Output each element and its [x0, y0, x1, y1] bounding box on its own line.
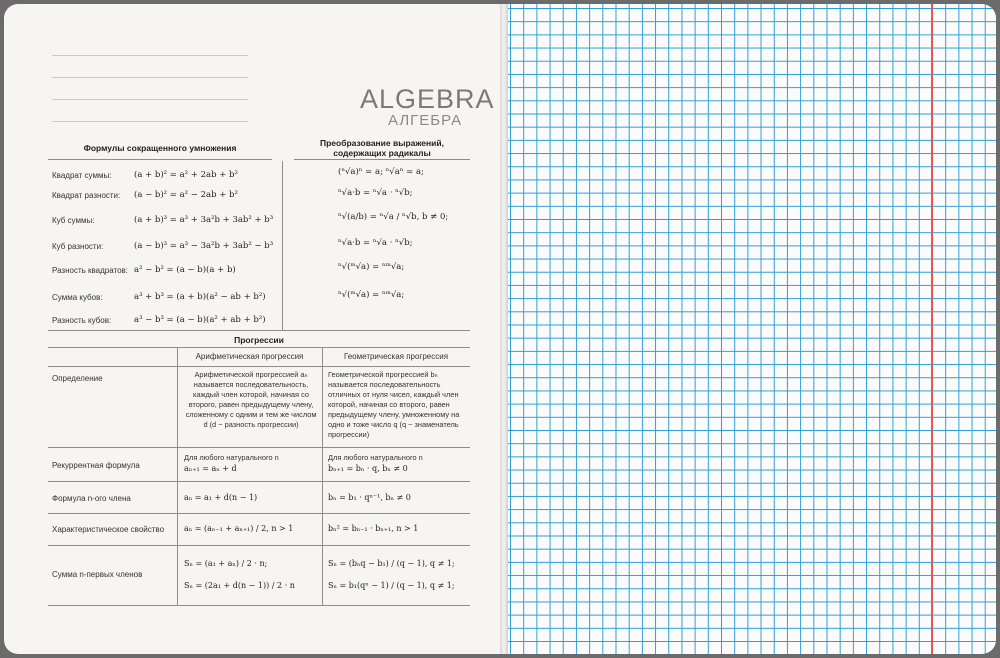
- radical-rule: ⁿ√a·b = ⁿ√a · ⁿ√b;: [338, 238, 413, 248]
- definition-arith: Арифметической прогрессией aₙ называется последовательность, каждый член которой, начиная со второго, равен предыдущему члену, сложенному с одним и тем же числом d (d − разность прогрессии): [185, 370, 317, 429]
- radical-rule: (ⁿ√a)ⁿ = a; ⁿ√aⁿ = a;: [338, 167, 424, 177]
- recurrent-geom-note: Для любого натурального n: [328, 453, 423, 462]
- recurrent-arith-formula: aₙ₊₁ = aₙ + d: [184, 464, 237, 473]
- divider: [282, 161, 283, 331]
- divider: [48, 159, 272, 160]
- table-border: [48, 545, 470, 546]
- property-arith: aₙ = (aₙ₋₁ + aₙ₊₁) / 2, n > 1: [184, 524, 294, 533]
- sum-arith-2: Sₙ = (2a₁ + d(n − 1)) / 2 · n: [184, 581, 295, 590]
- formula-label: Куб суммы:: [52, 216, 95, 225]
- column-header-arith: Арифметическая прогрессия: [195, 352, 304, 361]
- row-label: Рекуррентная формула: [52, 461, 140, 470]
- formula: (a + b)³ = a³ + 3a²b + 3ab² + b³: [134, 215, 274, 225]
- formula: (a − b)³ = a³ − 3a²b + 3ab² − b³: [134, 241, 274, 251]
- writing-line: [52, 121, 248, 122]
- formula-label: Квадрат разности:: [52, 191, 121, 200]
- table-border: [48, 481, 470, 482]
- formula-label: Куб разности:: [52, 242, 104, 251]
- radicals-heading-line2: содержащих радикалы: [333, 148, 431, 158]
- property-geom: bₙ² = bₙ₋₁ · bₙ₊₁, n > 1: [328, 524, 419, 533]
- margin-line: [931, 4, 933, 654]
- sum-geom-2: Sₙ = b₁(qⁿ − 1) / (q − 1), q ≠ 1;: [328, 581, 455, 590]
- table-border: [177, 347, 178, 605]
- page-subtitle: АЛГЕБРА: [388, 112, 463, 129]
- formula: (a − b)² = a² − 2ab + b²: [134, 190, 238, 200]
- writing-line: [52, 99, 248, 100]
- radicals-heading-line1: Преобразование выражений,: [320, 138, 444, 148]
- table-border: [48, 605, 470, 606]
- divider: [48, 330, 470, 331]
- radical-rule: ⁿ√(a/b) = ⁿ√a / ⁿ√b, b ≠ 0;: [338, 212, 449, 222]
- recurrent-geom-formula: bₙ₊₁ = bₙ · q, bₙ ≠ 0: [328, 464, 408, 473]
- writing-line: [52, 55, 248, 56]
- table-border: [48, 347, 470, 348]
- row-label: Формула n-ого члена: [52, 494, 131, 503]
- grid-page: [504, 4, 996, 654]
- formula-label: Квадрат суммы:: [52, 171, 112, 180]
- table-border: [48, 513, 470, 514]
- formula-label: Разность квадратов:: [52, 266, 129, 275]
- page-title: ALGEBRA: [360, 84, 495, 114]
- row-label: Характеристическое свойство: [52, 525, 165, 534]
- table-border: [322, 347, 323, 605]
- nth-geom: bₙ = b₁ · qⁿ⁻¹, bₙ ≠ 0: [328, 493, 411, 502]
- formula: a² − b² = (a − b)(a + b): [134, 265, 236, 275]
- writing-line: [52, 77, 248, 78]
- column-header-geom: Геометрическая прогрессия: [343, 352, 449, 361]
- table-border: [48, 366, 470, 367]
- definition-geom: Геометрической прогрессией bₙ называется последовательность отличных от нуля чисел, каждый член которой, начиная со второго, равен предыдущему члену, умноженному на одно и тоже число q (q − знаменатель прогрессии): [328, 370, 460, 439]
- nth-arith: aₙ = a₁ + d(n − 1): [184, 493, 258, 502]
- formula: (a + b)² = a² + 2ab + b²: [134, 170, 238, 180]
- radical-rule: ⁿ√(ᵐ√a) = ⁿᵐ√a;: [338, 290, 405, 300]
- formula-label: Сумма кубов:: [52, 293, 103, 302]
- sum-geom-1: Sₙ = (bₙq − b₁) / (q − 1), q ≠ 1;: [328, 559, 455, 568]
- progressions-heading: Прогрессии: [234, 335, 284, 345]
- row-label: Сумма n-первых членов: [52, 570, 143, 579]
- spine: [500, 4, 508, 654]
- formula-label: Разность кубов:: [52, 316, 112, 325]
- sum-arith-1: Sₙ = (a₁ + aₙ) / 2 · n;: [184, 559, 268, 568]
- radical-rule: ⁿ√(ᵐ√a) = ⁿᵐ√a;: [338, 262, 405, 272]
- cover-page: [4, 4, 504, 654]
- divider: [294, 159, 470, 160]
- radical-rule: ⁿ√a·b = ⁿ√a · ⁿ√b;: [338, 188, 413, 198]
- formulas-heading: Формулы сокращенного умножения: [83, 143, 237, 153]
- formula: a³ + b³ = (a + b)(a² − ab + b²): [134, 292, 266, 302]
- row-label: Определение: [52, 374, 103, 383]
- table-border: [48, 447, 470, 448]
- formula: a³ − b³ = (a − b)(a² + ab + b²): [134, 315, 266, 325]
- recurrent-arith-note: Для любого натурального n: [184, 453, 279, 462]
